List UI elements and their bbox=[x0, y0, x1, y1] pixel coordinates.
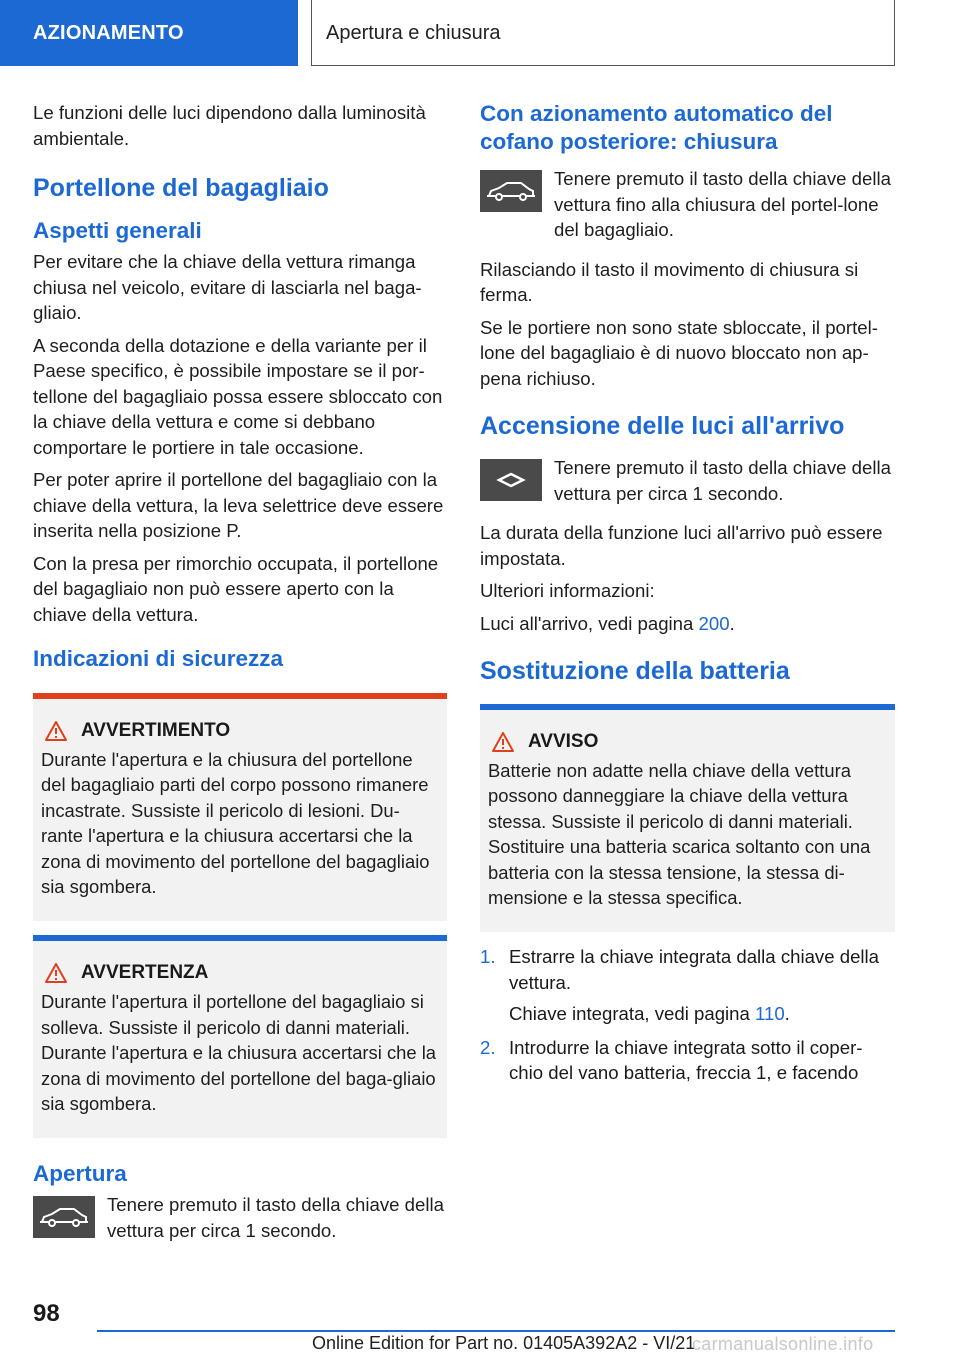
footer-divider bbox=[97, 1330, 895, 1332]
warning-triangle-icon bbox=[492, 732, 514, 752]
paragraph-more: Ulteriori informazioni: bbox=[480, 580, 655, 601]
warning-text: Durante l'apertura e la chiusura del portellone del bagagliaio parti del corpo possono rimanere incastrate. Sussiste il pericolo di lesioni. Du-rante l'apertura e la chiusura accertarsi che la zona di movimento del portellone del bagagliaio sia sgombera. bbox=[41, 749, 430, 898]
paragraph-ref: Luci all'arrivo, vedi pagina 200. bbox=[480, 612, 735, 634]
heading-general: Aspetti generali bbox=[33, 218, 202, 243]
heading-trunk: Portellone del bagagliaio bbox=[33, 174, 329, 202]
caution-box bbox=[33, 941, 447, 1138]
watermark: carmanualsonline.info bbox=[692, 1334, 874, 1354]
page-header bbox=[0, 0, 960, 66]
page-link-110[interactable]: 110 bbox=[755, 1003, 785, 1025]
paragraph-4: Con la presa per rimorchio occupata, il portellone del bagagliaio non può essere aperto con la chiave della vettura. bbox=[33, 552, 439, 625]
notice-title: AVVISO bbox=[488, 730, 887, 754]
car-lights-key-icon bbox=[480, 459, 542, 501]
edition-text: Online Edition for Part no. 01405A392A2 - VI/21 bbox=[312, 1333, 696, 1353]
heading-auto-close: Con azionamento automatico del cofano posteriore: chiusura bbox=[480, 101, 833, 154]
open-instruction: Tenere premuto il tasto della chiave della vettura per circa 1 secondo. bbox=[33, 1192, 447, 1243]
lights-instruction: Tenere premuto il tasto della chiave della vettura per circa 1 secondo. bbox=[480, 455, 895, 506]
warning-title: AVVERTIMENTO bbox=[41, 719, 439, 743]
warning-box bbox=[33, 699, 447, 921]
left-column bbox=[33, 100, 447, 1250]
paragraph-doors: Se le portiere non sono state sbloccate, il portel-lone del bagagliaio è di nuovo bloccato non ap-pena richiuso. bbox=[480, 316, 878, 389]
right-column bbox=[480, 100, 895, 1094]
battery-steps bbox=[480, 944, 895, 1086]
chapter-title: Apertura e chiusura bbox=[311, 0, 895, 66]
paragraph-duration: La durata della funzione luci all'arrivo può essere impostata. bbox=[480, 522, 883, 569]
paragraph-release: Rilasciando il tasto il movimento di chiusura si ferma. bbox=[480, 258, 859, 305]
list-item: 2. Introdurre la chiave integrata sotto il coper-chio del vano batteria, freccia 1, e facendo bbox=[480, 1036, 863, 1084]
paragraph-2: A seconda della dotazione e della variante per il Paese specifico, è possibile impostare se il por-tellone del bagagliaio possa essere sbloccato con la chiave della vettura e come si debbano comportare le portiere in tale occasione. bbox=[33, 334, 443, 458]
car-trunk-key-icon bbox=[480, 170, 542, 212]
caution-text: Durante l'apertura il portellone del bagagliaio si solleva. Sussiste il pericolo di danni materiali. Durante l'apertura e la chiusura accertarsi che la zona di movimento del portellone del baga-gliaio sia sgombera. bbox=[41, 991, 437, 1115]
intro-paragraph: Le funzioni delle luci dipendono dalla luminosità ambientale. bbox=[33, 102, 426, 149]
list-item: 1. Estrarre la chiave integrata dalla chiave della vettura. Chiave integrata, vedi pagina 110. bbox=[480, 946, 880, 1025]
page-link-200[interactable]: 200 bbox=[698, 612, 730, 634]
car-trunk-key-icon bbox=[33, 1196, 95, 1238]
warning-triangle-icon bbox=[45, 721, 67, 741]
notice-box bbox=[480, 710, 895, 932]
paragraph-3: Per poter aprire il portellone del bagagliaio con la chiave della vettura, la leva selettrice deve essere inserita nella posizione P. bbox=[33, 469, 444, 541]
caution-title: AVVERTENZA bbox=[41, 961, 439, 985]
section-tab: AZIONAMENTO bbox=[0, 0, 298, 66]
warning-triangle-icon bbox=[45, 963, 67, 983]
paragraph-1: Per evitare che la chiave della vettura rimanga chiusa nel veicolo, evitare di lasciarla nel baga-gliaio. bbox=[33, 251, 422, 323]
heading-battery: Sostituzione della batteria bbox=[480, 657, 790, 685]
heading-lights: Accensione delle luci all'arrivo bbox=[480, 412, 845, 440]
heading-open: Apertura bbox=[33, 1161, 127, 1187]
notice-text: Batterie non adatte nella chiave della vettura possono danneggiare la chiave della vettura stessa. Sussiste il pericolo di danni materiali. Sostituire una batteria scarica soltanto con una batteria con la stessa tensione, la stessa di-mensione e la stessa specifica. bbox=[488, 760, 871, 909]
heading-safety: Indicazioni di sicurezza bbox=[33, 646, 284, 671]
auto-close-instruction: Tenere premuto il tasto della chiave della vettura fino alla chiusura del portel-lone del bagagliaio. bbox=[480, 166, 895, 243]
page-number: 98 bbox=[33, 1300, 60, 1327]
